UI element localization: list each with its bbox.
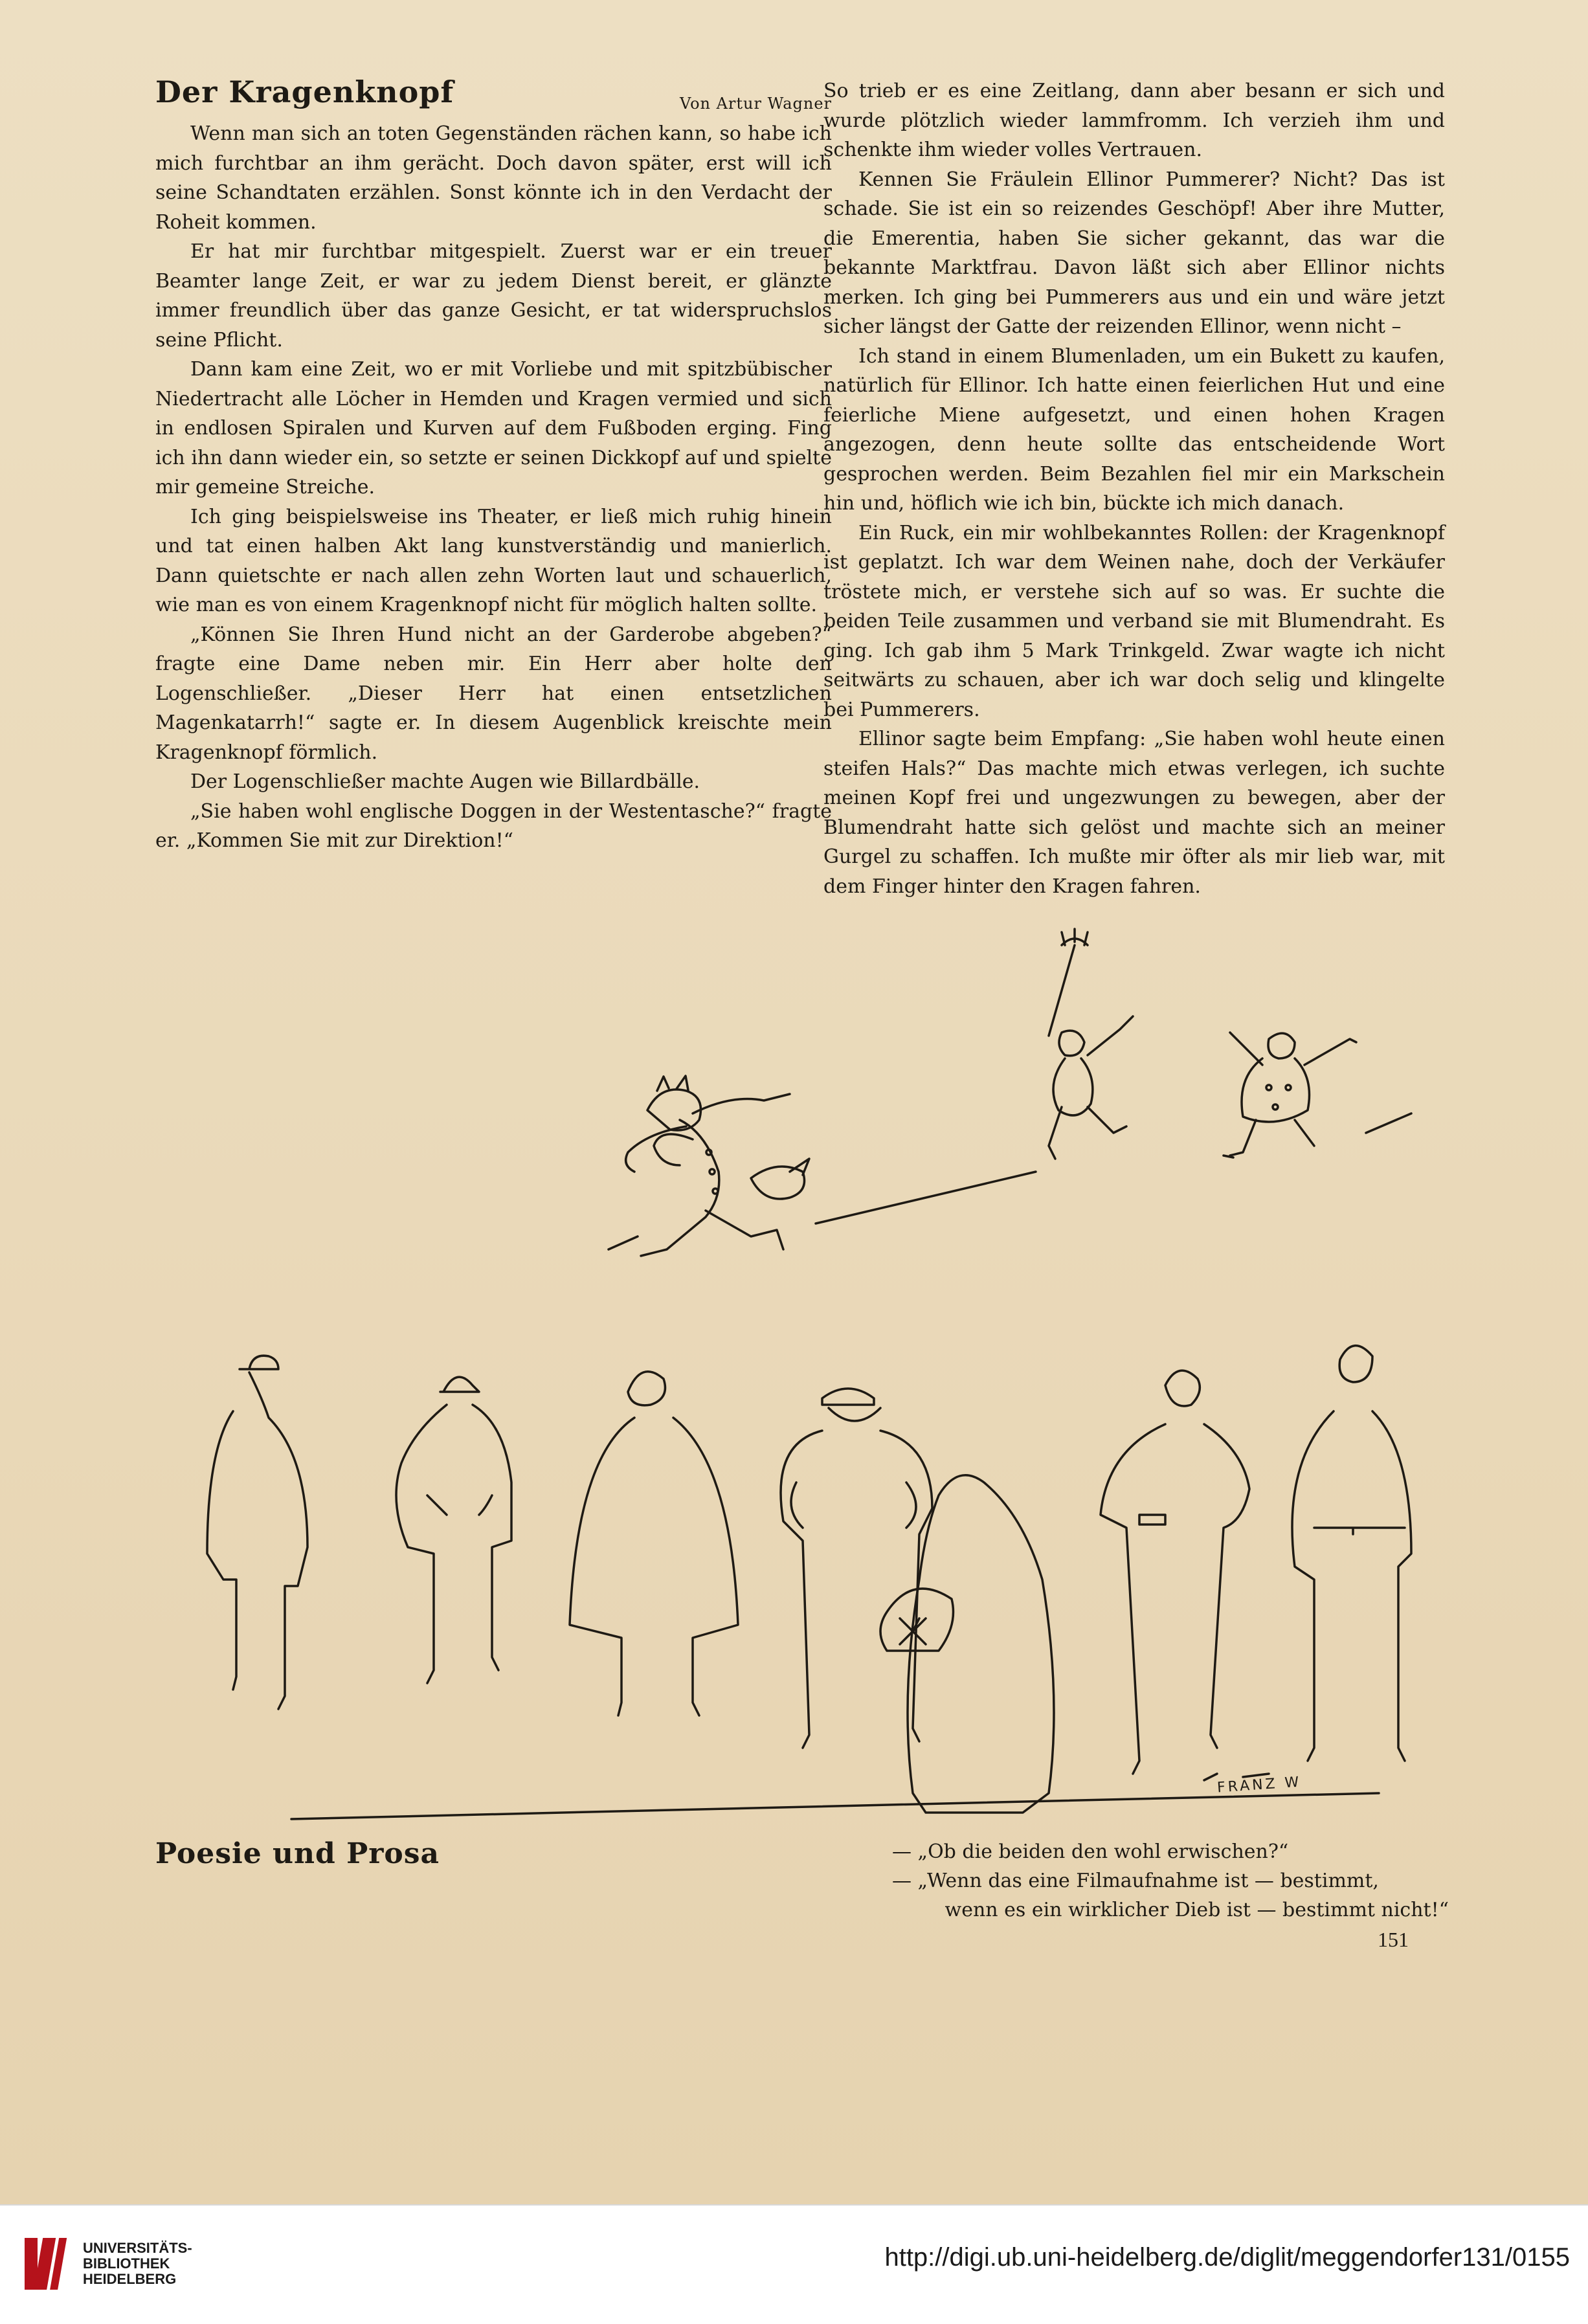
cartoon-onlookers-illustration <box>155 1334 1444 1838</box>
article-column-right <box>823 76 1445 901</box>
article-paragraph: „Können Sie Ihren Hund nicht an der Garderobe abgeben?“ fragte eine Dame neben mir. Ein Herr aber holte den Logenschließer. „Dieser Herr hat einen entsetzlichen Magenkatarrh!“ sagte er. In diesem Augenblick kreischte mein Kragenknopf förmlich. <box>155 623 832 764</box>
page-number: 151 <box>1378 1928 1409 1951</box>
article-column-left <box>155 74 832 856</box>
article-title: Der Kragenknopf <box>155 74 454 109</box>
article-paragraph: Er hat mir furchtbar mitgespielt. Zuerst war er ein treuer Beamter lange Zeit, er war zu jedem Dienst bereit, er glänzte immer freundlich über das ganze Gesicht, er tat widerspruchslos seine Pflicht. <box>155 240 832 352</box>
article-paragraph: Ellinor sagte beim Empfang: „Sie haben wohl heute einen steifen Hals?“ Das machte mich etwas verlegen, ich suchte meinen Kopf frei und ungezwungen zu bewegen, aber der Blumendraht hatte sich gelöst und machte sich an meiner Gurgel zu schaffen. Ich mußte mir öfter als mir lieb war, mit dem Finger hinter den Kragen fahren. <box>823 728 1445 898</box>
caption-line: — „Wenn das eine Filmaufnahme ist — bestimmt, <box>892 1870 1379 1892</box>
heidelberg-logo-icon <box>18 2231 76 2296</box>
article-paragraph: Wenn man sich an toten Gegenständen rächen kann, so habe ich mich furchtbar an ihm gerächt. Doch davon später, erst will ich seine Schandtaten erzählen. Sonst könnte ich in den Verdacht der Roheit kommen. <box>155 122 832 234</box>
caption-line: — „Ob die beiden den wohl erwischen?“ <box>892 1840 1289 1863</box>
article-header <box>155 74 832 115</box>
library-footer <box>0 2204 1588 2324</box>
article-paragraph: Ein Ruck, ein mir wohlbekanntes Rollen: der Kragenknopf ist geplatzt. Ich war dem Weinen nahe, doch der Verkäufer tröstete mich, er verstehe sich auf so was. Er suchte die beiden Teile zusammen und verband sie mit Blumendraht. Es ging. Ich gab ihm 5 Mark Trinkgeld. Zwar wagte ich nicht seitwärts zu schauen, aber ich war doch selig und klingelte bei Pummerers. <box>823 521 1445 721</box>
cartoon-chase-illustration <box>596 926 1476 1282</box>
article-paragraph: Ich ging beispielsweise ins Theater, er ließ mich ruhig hinein und tat einen halben Akt lang kunstverständig und manierlich. Dann quietschte er nach allen zehn Worten laut und schauerlich, wie man es von einem Kragenknopf nicht für möglich halten sollte. <box>155 505 832 616</box>
artist-signature: FRANZ W <box>1216 1774 1303 1796</box>
article-paragraph: Kennen Sie Fräulein Ellinor Pummerer? Nicht? Das ist schade. Sie ist ein so reizendes Geschöpf! Aber ihre Mutter, die Emerentia, haben Sie sicher gekannt, das war die bekannte Marktfrau. Davon läßt sich aber Ellinor nichts merken. Ich ging bei Pummerers aus und ein und wäre jetzt sicher längst der Gatte der reizenden Ellinor, wenn nicht – <box>823 168 1445 338</box>
cartoon-heading: Poesie und Prosa <box>155 1837 440 1870</box>
article-paragraph: Dann kam eine Zeit, wo er mit Vorliebe und mit spitzbübischer Niedertracht alle Löcher in Hemden und Kragen vermied und sich in endlosen Spiralen und Kurven auf dem Fußboden erging. Fing ich ihn dann wieder ein, so setzte er seinen Dickkopf auf und spielte mir gemeine Streiche. <box>155 358 832 498</box>
permalink-url[interactable]: http://digi.ub.uni-heidelberg.de/diglit/meggendorfer131/0155 <box>884 2243 1570 2272</box>
article-paragraph: „Sie haben wohl englische Doggen in der Westentasche?“ fragte er. „Kommen Sie mit zur Direktion!“ <box>155 799 832 852</box>
logo-line: HEIDELBERG <box>83 2271 177 2287</box>
library-logo-text <box>83 2240 277 2287</box>
cartoon-caption <box>892 1837 1449 1925</box>
caption-line: wenn es ein wirklicher Dieb ist — bestimmt nicht!“ <box>945 1899 1449 1921</box>
article-paragraph: Ich stand in einem Blumenladen, um ein Bukett zu kaufen, natürlich für Ellinor. Ich hatte einen feierlichen Hut und eine feierliche Miene aufgesetzt, und einen hohen Kragen angezogen, denn heute sollte das entscheidende Wort gesprochen werden. Beim Bezahlen fiel mir ein Markschein hin und, höflich wie ich bin, bückte ich mich danach. <box>823 344 1445 515</box>
logo-line: BIBLIOTHEK <box>83 2255 170 2272</box>
logo-line: UNIVERSITÄTS- <box>83 2240 192 2256</box>
library-logo[interactable] <box>18 2231 251 2296</box>
article-paragraph: Der Logenschließer machte Augen wie Billardbälle. <box>190 770 700 793</box>
article-paragraph: So trieb er es eine Zeitlang, dann aber besann er sich und wurde plötzlich wieder lammfromm. Ich verzieh ihm und schenkte ihm wieder volles Vertrauen. <box>823 80 1445 161</box>
article-byline: Von Artur Wagner <box>679 95 832 113</box>
